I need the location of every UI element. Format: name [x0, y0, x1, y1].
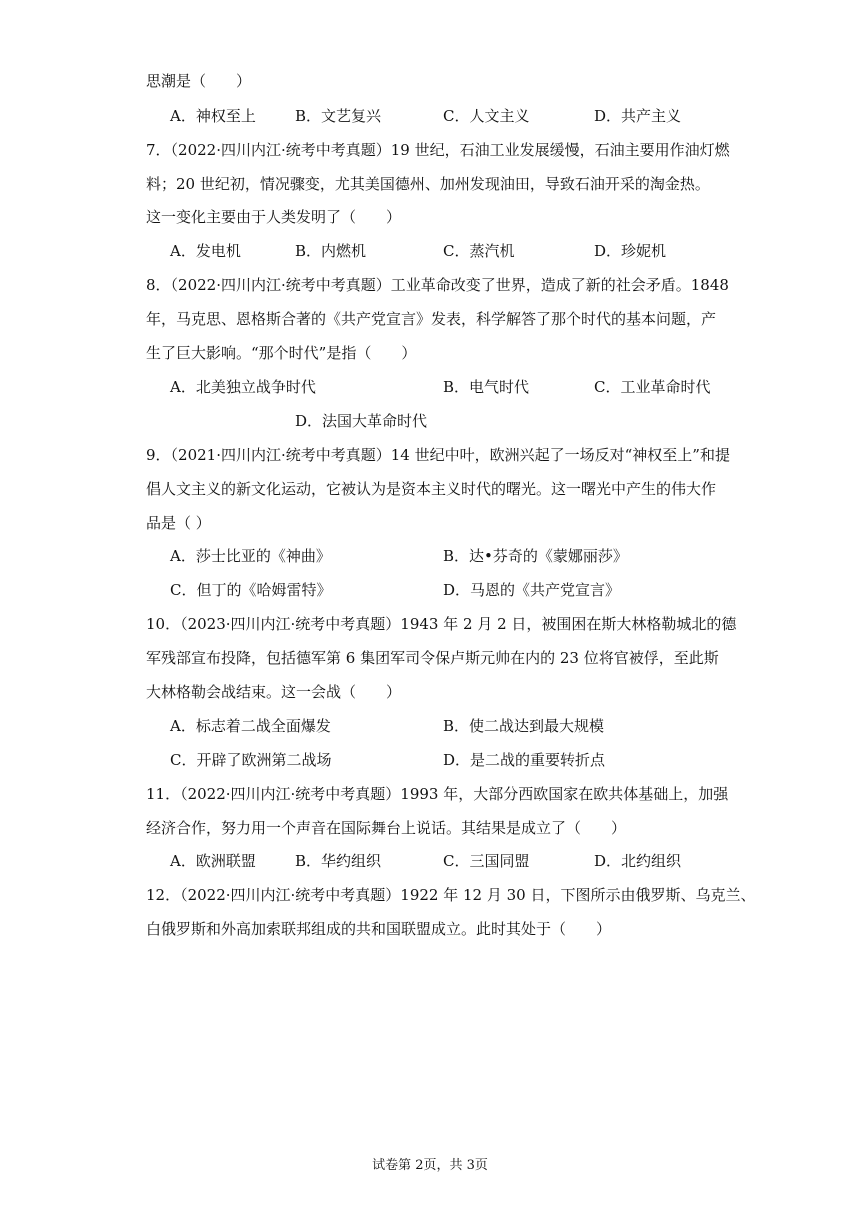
question-text-line: 倡人文主义的新文化运动，它被认为是资本主义时代的曙光。这一曙光中产生的伟大作	[146, 480, 717, 498]
page-footer: 试卷第 2页，共 3页	[372, 1158, 488, 1173]
option-d: D．珍妮机	[594, 242, 667, 260]
option-c: C．三国同盟	[443, 852, 530, 870]
question-text-line: 料；20 世纪初，情况骤变，尤其美国德州、加州发现油田，导致石油开采的淘金热。	[146, 175, 710, 193]
option-d: D．北约组织	[594, 852, 682, 870]
question-text-line: 7．（2022·四川内江·统考中考真题）19 世纪，石油工业发展缓慢，石油主要用作油灯燃	[146, 141, 730, 159]
option-c: C．开辟了欧洲第二战场	[170, 751, 332, 769]
question-text-line: 年，马克思、恩格斯合著的《共产党宣言》发表，科学解答了那个时代的基本问题，产	[146, 310, 717, 328]
option-b: B．电气时代	[443, 378, 530, 396]
option-b: B．华约组织	[295, 852, 382, 870]
question-text-line: 生了巨大影响。“那个时代”是指（ ）	[146, 344, 417, 362]
option-b: B．文艺复兴	[295, 107, 382, 125]
question-text-line: 8．（2022·四川内江·统考中考真题）工业革命改变了世界，造成了新的社会矛盾。1848	[146, 276, 729, 294]
option-d: D．共产主义	[594, 107, 682, 125]
option-a: A．发电机	[170, 242, 241, 260]
option-c: C．人文主义	[443, 107, 530, 125]
option-d: D．是二战的重要转折点	[443, 751, 606, 769]
option-a: A．北美独立战争时代	[170, 378, 316, 396]
question-text-line: 军残部宣布投降，包括德军第 6 集团军司令保卢斯元帅在内的 23 位将官被俘，至此斯	[146, 649, 719, 667]
question-text-line: 10．（2023·四川内江·统考中考真题）1943 年 2 月 2 日，被围困在斯大林格勒城北的德	[146, 615, 737, 633]
question-text-line: 经济合作，努力用一个声音在国际舞台上说话。其结果是成立了（ ）	[146, 819, 627, 837]
option-a: A．莎士比亚的《神曲》	[170, 547, 331, 565]
option-a: A．欧洲联盟	[170, 852, 256, 870]
question-text-line: 11．（2022·四川内江·统考中考真题）1993 年，大部分西欧国家在欧共体基础上，加强	[146, 785, 729, 803]
question-text-line: 品是（ ）	[146, 514, 211, 532]
option-a: A．神权至上	[170, 107, 256, 125]
question-text-line: 12．（2022·四川内江·统考中考真题）1922 年 12 月 30 日，下图所示由俄罗斯、乌克兰、	[146, 886, 756, 904]
option-d: D．法国大革命时代	[295, 412, 428, 430]
question-text-line: 思潮是（ ）	[146, 72, 252, 90]
option-b: B．使二战达到最大规模	[443, 717, 605, 735]
option-c: C．工业革命时代	[594, 378, 711, 396]
option-c: C．蒸汽机	[443, 242, 515, 260]
option-a: A．标志着二战全面爆发	[170, 717, 331, 735]
option-b: B．达•芬奇的《蒙娜丽莎》	[443, 547, 628, 565]
option-d: D．马恩的《共产党宣言》	[443, 581, 621, 599]
option-b: B．内燃机	[295, 242, 367, 260]
question-text-line: 9．（2021·四川内江·统考中考真题）14 世纪中叶，欧洲兴起了一场反对“神权至上”和提	[146, 446, 730, 464]
question-text-line: 白俄罗斯和外高加索联邦组成的共和国联盟成立。此时其处于（ ）	[146, 920, 612, 938]
question-text-line: 这一变化主要由于人类发明了（ ）	[146, 208, 402, 226]
question-text-line: 大林格勒会战结束。这一会战（ ）	[146, 683, 402, 701]
option-c: C．但丁的《哈姆雷特》	[170, 581, 332, 599]
